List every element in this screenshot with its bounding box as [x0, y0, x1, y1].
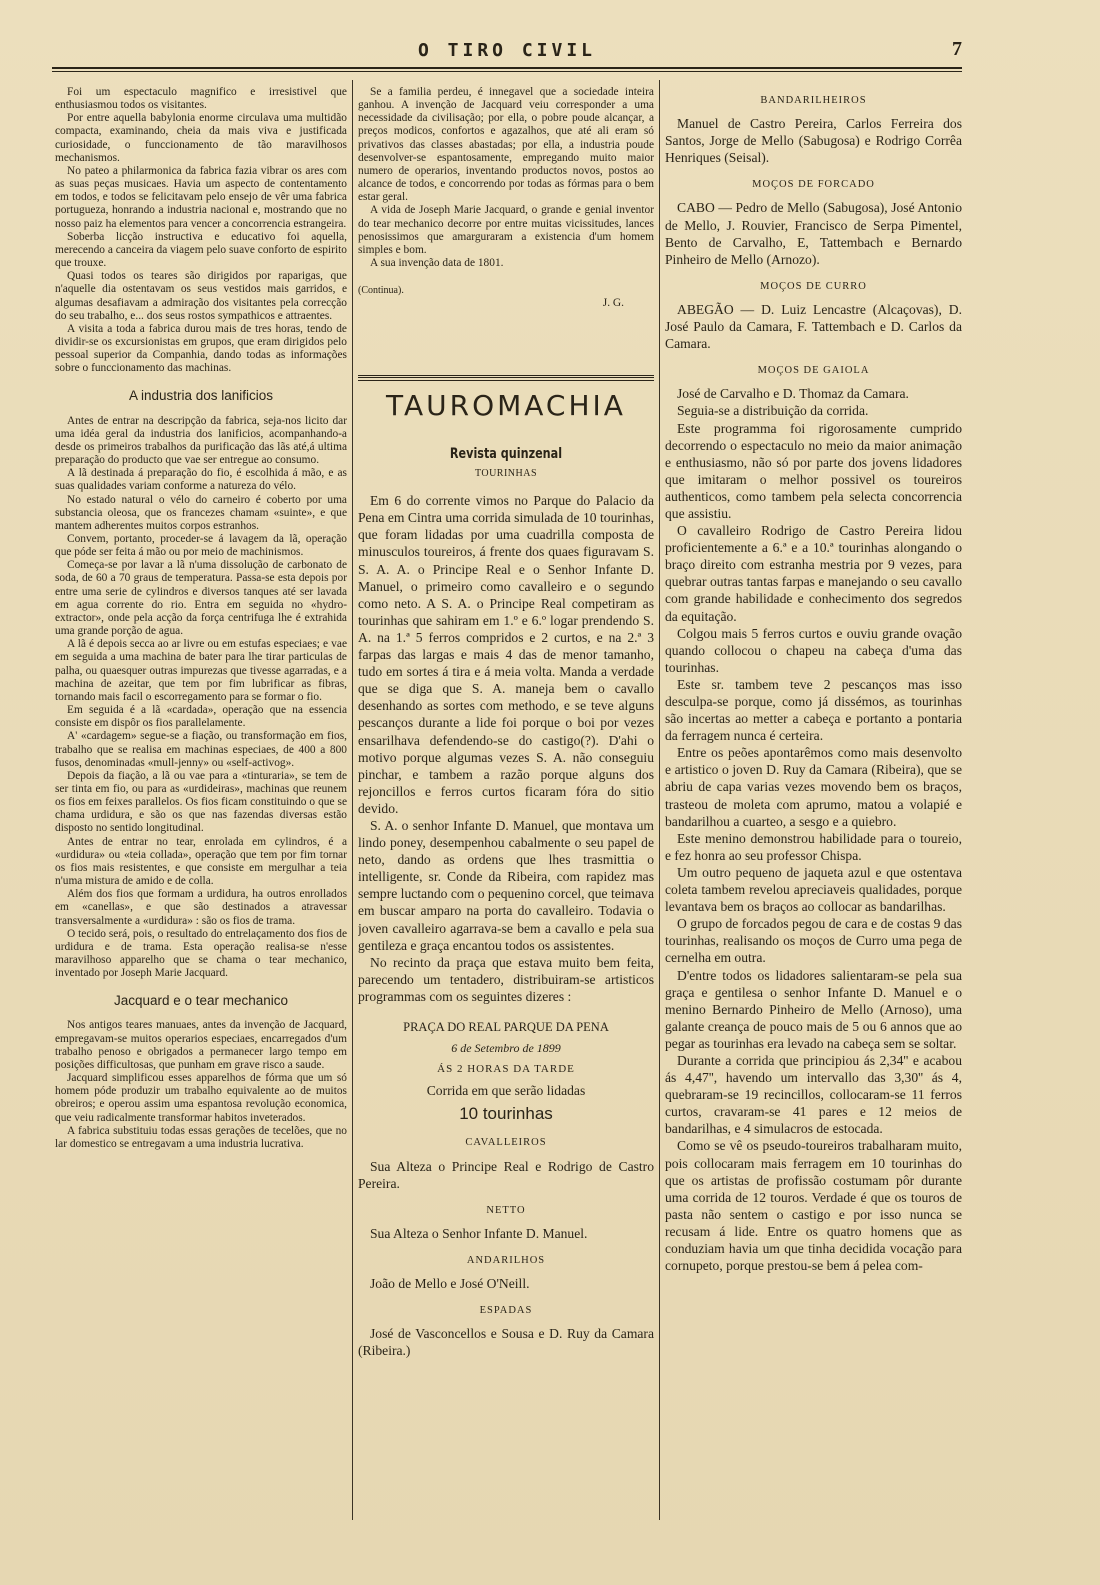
paragraph: Um outro pequeno de jaqueta azul e que ostentava coleta tambem revelou apreciaveis qualidades, porque levantava bem os braços ao collocar as bandarilhas. [665, 864, 962, 915]
paragraph: José de Carvalho e D. Thomaz da Camara. [677, 386, 909, 402]
page-header [52, 40, 962, 62]
paragraph: A vida de Joseph Marie Jacquard, o grande e genial inventor do tear mechanico decorre por entre muitas vicissitudes, lances penosissimos que amarguraram a existencia d'um homem simples e bom. [358, 204, 654, 256]
paragraph: Este programma foi rigorosamente cumprido decorrendo o espectaculo no meio da maior animação e enthusiasmo, não só por parte dos jovens lidadores que imitaram o melhor possivel os toureiros authenticos, como tambem pela selecta concorrencia que assistiu. [665, 420, 962, 521]
banner-rule [358, 375, 654, 381]
program-corrida: Corrida em que serão lidadas [426, 1083, 586, 1099]
paragraph: José de Vasconcellos e Sousa e D. Ruy da Camara (Ribeira.) [358, 1326, 654, 1359]
program-time: ÁS 2 HORAS DA TARDE [437, 1063, 575, 1076]
author-signature: J. G. [602, 297, 624, 310]
section-heading-lanificios: A industria dos lanificios [128, 388, 274, 404]
column-2-bottom [358, 446, 654, 1359]
paragraph: A' «cardagem» segue-se a fiação, ou transformação em fios, trabalho que se realisa em machinas especiaes, de 400 a 800 fusos, denominadas «mull-jenny» ou «self-activog». [55, 730, 347, 769]
cavalleiros-heading: CAVALLEIROS [465, 1137, 547, 1149]
paragraph: O grupo de forcados pegou de cara e de costas 9 das tourinhas, realisando os moços de Curro uma pega de cernelha em outra. [665, 916, 962, 966]
paragraph: Antes de entrar no tear, enrolada em cylindros, é a «urdidura» ou «teia collada», operação que tem por fim tornar os fios mais resistentes, e que consiste em mergulhar a teia n'uma mistura de amido e de colla. [55, 835, 347, 888]
paragraph: Foi um espectaculo magnifico e irresistivel que enthusiasmou todos os visitantes. [55, 86, 347, 112]
program-tourinhas: 10 tourinhas [459, 1104, 553, 1124]
paragraph: João de Mello e José O'Neill. [370, 1276, 530, 1292]
paragraph: Depois da fiação, a lã ou vae para a «tinturaria», se tem de ser tinta em fio, ou para as «urdideiras», machinas que reunem os fios em feixes parallelos. Os fios ficam constituindo o que se chama urdidura, e são os que nas fazendas diversas estão disposto no sentido longitudinal. [55, 769, 347, 835]
paragraph: ABEGÃO — D. Luiz Lencastre (Alcaçovas), D. José Paulo da Camara, F. Tattembach e D. Carlos da Camara. [665, 301, 962, 352]
paragraph: S. A. o senhor Infante D. Manuel, que montava um lindo poney, desempenhou cabalmente o seu papel de neto, dando as ordens que lhes trasmittia o intelligente, sr. Conde da Ribeira, com rapidez mas sempre luctando com o pequenino corcel, que teimava em buscar amparo na porta do cavalleiro. Todavia o joven cavalleiro agarrava-se bem a cavallo e pela sua gentileza e graça encantou todos os assistentes. [358, 817, 654, 953]
paragraph: Como se vê os pseudo-toureiros trabalharam muito, pois collocaram mais ferragem em 10 tourinhas do que os artistas de profissão costumam pôr durante uma corrida de 12 touros. Verdade é que os touros de pasta não sentem o castigo e por isso nunca se recusam á lide. Entre os quatro homens que as conduziam havia um que tinha decidida vocação para cornupeto, porque prestou-se bem á pelea com- [665, 1138, 962, 1274]
paragraph: Antes de entrar na descripção da fabrica, seja-nos licito dar uma idéa geral da industria dos lanificios, acompanhando-a desde os primeiros trabalhos da purificação das lãs até,á ultima preparação do producto que vae ser entregue ao consumo. [55, 414, 347, 467]
continua-note: (Continua). [358, 285, 404, 297]
paragraph: Além dos fios que formam a urdidura, ha outros enrollados em «canellas», e que são destinados a atravessar transversalmente a «urdidura» : são os fios de trama. [55, 888, 347, 927]
bandarilheiros-heading: BANDARILHEIROS [760, 95, 867, 106]
curro-heading: MOÇOS DE CURRO [760, 280, 867, 292]
paragraph: CABO — Pedro de Mello (Sabugosa), José Antonio de Mello, J. Rouvier, Francisco de Serpa Pimentel, Bento de Carvalho, E, Tattembach e Bernardo Pinheiro de Mello (Arnozo). [665, 200, 962, 267]
column-1 [55, 86, 347, 1151]
tauromachia-banner [358, 375, 654, 437]
paragraph: No estado natural o vélo do carneiro é coberto por uma substancia oleosa, que os francezes chamam «suinte», e que mantem adherentes muitos corpos estranhos. [55, 493, 347, 532]
paragraph: Em 6 do corrente vimos no Parque do Palacio da Pena em Cintra uma corrida simulada de 10 tourinhas, que foram lidadas por uma cuadrilla composta de minusculos toureiros, á frente dos quaes figuravam S. S. A. A. o Principe Real e o Senhor Infante D. Manuel, o primeiro como cavalleiro e o segundo como neto. A S. A. o Principe Real competiram as tourinhas que sahiram em 1.º e 6.º logar prendendo S. A. na 1.ª 5 ferros compridos e 2 curtos, e na 2.ª 3 farpas das largas e mais 4 das de menor tamanho, tudo em sortes á tira e á meia volta. Manda a verdade que se diga que S. A. maneja bem o cavallo desenhando as sortes com methodo, e se teve alguns pescanços durante a lide foi porque o boi por vezes ensarilhava defendendo-se do castigo(?). D'ahi o motivo porque algumas vezes S. A. não conseguiu pinchar, e tambem a razão porque alguns dos rejoncillos e ferros curtos ficaram fóra do sitio devido. [358, 493, 654, 816]
paragraph: No pateo a philarmonica da fabrica fazia vibrar os ares com as suas peças musicaes. Havia um aspecto de contentamento em todos, e todos se felicitavam pelo ensejo de vêr uma fabrica portugueza, honrando a industria nacional e, mostrando que no nosso paiz ha elementos para vencer a concorrencia estrangeira. [55, 164, 347, 230]
gaiola-heading: MOÇOS DE GAIOLA [757, 365, 870, 377]
program-date: 6 de Setembro de 1899 [451, 1041, 561, 1056]
paragraph: A lã destinada á preparação do fio, é escolhida á mão, e as suas qualidades variam conforme a natureza do vélo. [55, 467, 347, 493]
paragraph: Começa-se por lavar a lã n'uma dissolução de carbonato de soda, de 60 a 70 graus de temperatura. Passa-se esta depois por entre uma serie de cylindros e diversos tanques até ser lavada em agua corrente do rio. Entra em seguida no «hydro-extractor», onde pela acção da força centrifuga lhe é extrahida uma grande porção de agua. [55, 559, 347, 638]
paragraph: Durante a corrida que principiou ás 2,34'' e acabou ás 4,47'', havendo um intervallo das 3,30'' ás 4, quebraram-se 19 recincillos, collocaram-se 11 ferros curtos, cravaram-se 41 pares e 12 meios de bandarilhas, e 4 simulacros de estocada. [665, 1052, 962, 1137]
paragraph: Manuel de Castro Pereira, Carlos Ferreira dos Santos, Jorge de Mello (Sabugosa) e Rodrigo Corrêa Henriques (Seisal). [665, 116, 962, 166]
paragraph: Sua Alteza o Senhor Infante D. Manuel. [370, 1225, 588, 1241]
revista-heading: Revista quinzenal [449, 446, 563, 462]
newspaper-title: O TIRO CIVIL [417, 40, 597, 61]
header-rule-thin [52, 71, 962, 72]
paragraph: Soberba licção instructiva e educativo foi aquella, merecendo a canceira da viagem pelo suave conforto de espirito que trouxe. [55, 230, 347, 270]
tauromachia-title: TAUROMACHIA [386, 389, 626, 422]
paragraph: Entre os peões apontarêmos como mais desenvolto e artistico o joven D. Ruy da Camara (Ribeira), que se abriu de capa varias vezes movendo bem os braços, trasteou de moleta com aprumo, matou a volapié e bandarilhou a cuarteo, a sesgo e a quiebro. [665, 745, 962, 829]
header-rule [52, 67, 962, 69]
paragraph: Este menino demonstrou habilidade para o toureio, e fez honra ao seu professor Chispa. [665, 830, 962, 863]
paragraph: O tecido será, pois, o resultado do entrelaçamento dos fios de urdidura e de trama. Esta operação realisa-se n'esse maravilhoso apparelho que se chama o tear mechanico, inventado por Joseph Marie Jacquard. [55, 927, 347, 980]
section-heading-jacquard: Jacquard e o tear mechanico [113, 993, 289, 1009]
column-3 [665, 86, 962, 1274]
paragraph: Jacquard simplificou esses apparelhos de fórma que um só homem póde produzir um trabalho equivalente ao de muitos obreiros; e operou assim uma espantosa revolução economica, que veiu radicalmente transformar habitos inveterados. [55, 1072, 347, 1124]
paragraph: A visita a toda a fabrica durou mais de tres horas, tendo de dividir-se os excursionistas em grupos, que eram dirigidos pelo pessoal superior da Companhia, dando todas as informações sobre o funccionamento das machinas. [55, 322, 347, 375]
column-2-top [358, 86, 654, 361]
paragraph: Por entre aquella babylonia enorme circulava uma multidão compacta, examinando, cheia da mais viva e justificada curiosidade, o funccionamento de tão maravilhosos mechanismos. [55, 112, 347, 164]
paragraph: Quasi todos os teares são dirigidos por raparigas, que n'aquelle dia ostentavam os seus vestidos mais garridos, e algumas desafiavam a admiração dos visitantes pela correcção do seu trabalho, e... dos seus rostos sympathicos e attraentes. [55, 270, 347, 322]
paragraph: Em seguida é a lã «cardada», operação que na essencia consiste em dispôr os fios parallelamente. [55, 704, 347, 730]
paragraph: A fabrica substituiu todas essas gerações de tecelões, que no lar domestico se entregavam a uma industria lucrativa. [55, 1124, 347, 1150]
program-venue: PRAÇA DO REAL PARQUE DA PENA [403, 1020, 609, 1034]
andarilhos-heading: ANDARILHOS [466, 1254, 546, 1266]
paragraph: Sua Alteza o Principe Real e Rodrigo de Castro Pereira. [358, 1158, 654, 1191]
paragraph: A lã é depois secca ao ar livre ou em estufas especiaes; e vae em seguida a uma machina de bater para lhe tirar particulas de palha, ou quaesquer outras impurezas que tivesse agarradas, e a machina de azeitar, que tem por fim lubrificar as fibras, tornando mais facil o escorregamento para se formar o fio. [55, 638, 347, 703]
paragraph: A sua invenção data de 1801. [370, 257, 504, 270]
forcado-heading: MOÇOS DE FORCADO [752, 179, 875, 191]
tourinhas-subheading: TOURINHAS [474, 468, 538, 480]
paragraph: Este sr. tambem teve 2 pescanços mas isso desculpa-se porque, como já dissémos, as tourinhas são incertas ao metter a cabeça e portanto a pontaria da ferragem nunca é certeira. [665, 676, 962, 744]
paragraph: Nos antigos teares manuaes, antes da invenção de Jacquard, empregavam-se muitos operarios especiaes, encarregados d'um trabalho penoso e obrigados a permanecer largo tempo em posições difficultosas, que punham em grave risco a saude. [55, 1019, 347, 1071]
paragraph: Seguia-se a distribuição da corrida. [677, 403, 869, 419]
page-number: 7 [952, 38, 962, 60]
netto-heading: NETTO [486, 1204, 526, 1216]
column-divider-1 [352, 80, 353, 1520]
paragraph: Colgou mais 5 ferros curtos e ouviu grande ovação quando collocou o chapeu na cabeça d'uma das tourinhas. [665, 625, 962, 675]
paragraph: D'entre todos os lidadores salientaram-se pela sua graça e gentilesa o senhor Infante D. Manuel e o menino Bernardo Pinheiro de Mello (Arnoso), uma galante creança de pouco mais de 5 ou 6 annos que ao pegar as tourinhas era levado na cabeça sem se soltar. [665, 967, 962, 1051]
column-divider-2 [659, 80, 660, 1520]
paragraph: No recinto da praça que estava muito bem feita, parecendo um tentadero, distribuiram-se artisticos programmas com os seguintes dizeres : [358, 954, 654, 1004]
paragraph: O cavalleiro Rodrigo de Castro Pereira lidou proficientemente a 6.ª e a 10.ª tourinhas alongando o braço direito com estranha mestria por 9 vezes, para quebrar outras tantas farpas e manejando o seu cavallo com grande habilidade e conhecimento dos segredos da equitação. [665, 523, 962, 624]
espadas-heading: ESPADAS [479, 1305, 533, 1317]
paragraph: Se a familia perdeu, é innegavel que a sociedade inteira ganhou. A invenção de Jacquard veiu corresponder a uma necessidade da civilisação; por ella, o pobre poude alcançar, a preços modicos, confortos e agazalhos, que até ali eram só privativos das classes abastadas; por ella, a industria poude desenvolver-se espantosamente, empregando muito maior numero de operarios, inventando productos novos, postos ao alcance de todos, e concorrendo por todas as fórmas para o bem estar geral. [358, 86, 654, 204]
paragraph: Convem, portanto, proceder-se á lavagem da lã, operação que póde ser feita á mão ou por meio de machinismos. [55, 533, 347, 559]
